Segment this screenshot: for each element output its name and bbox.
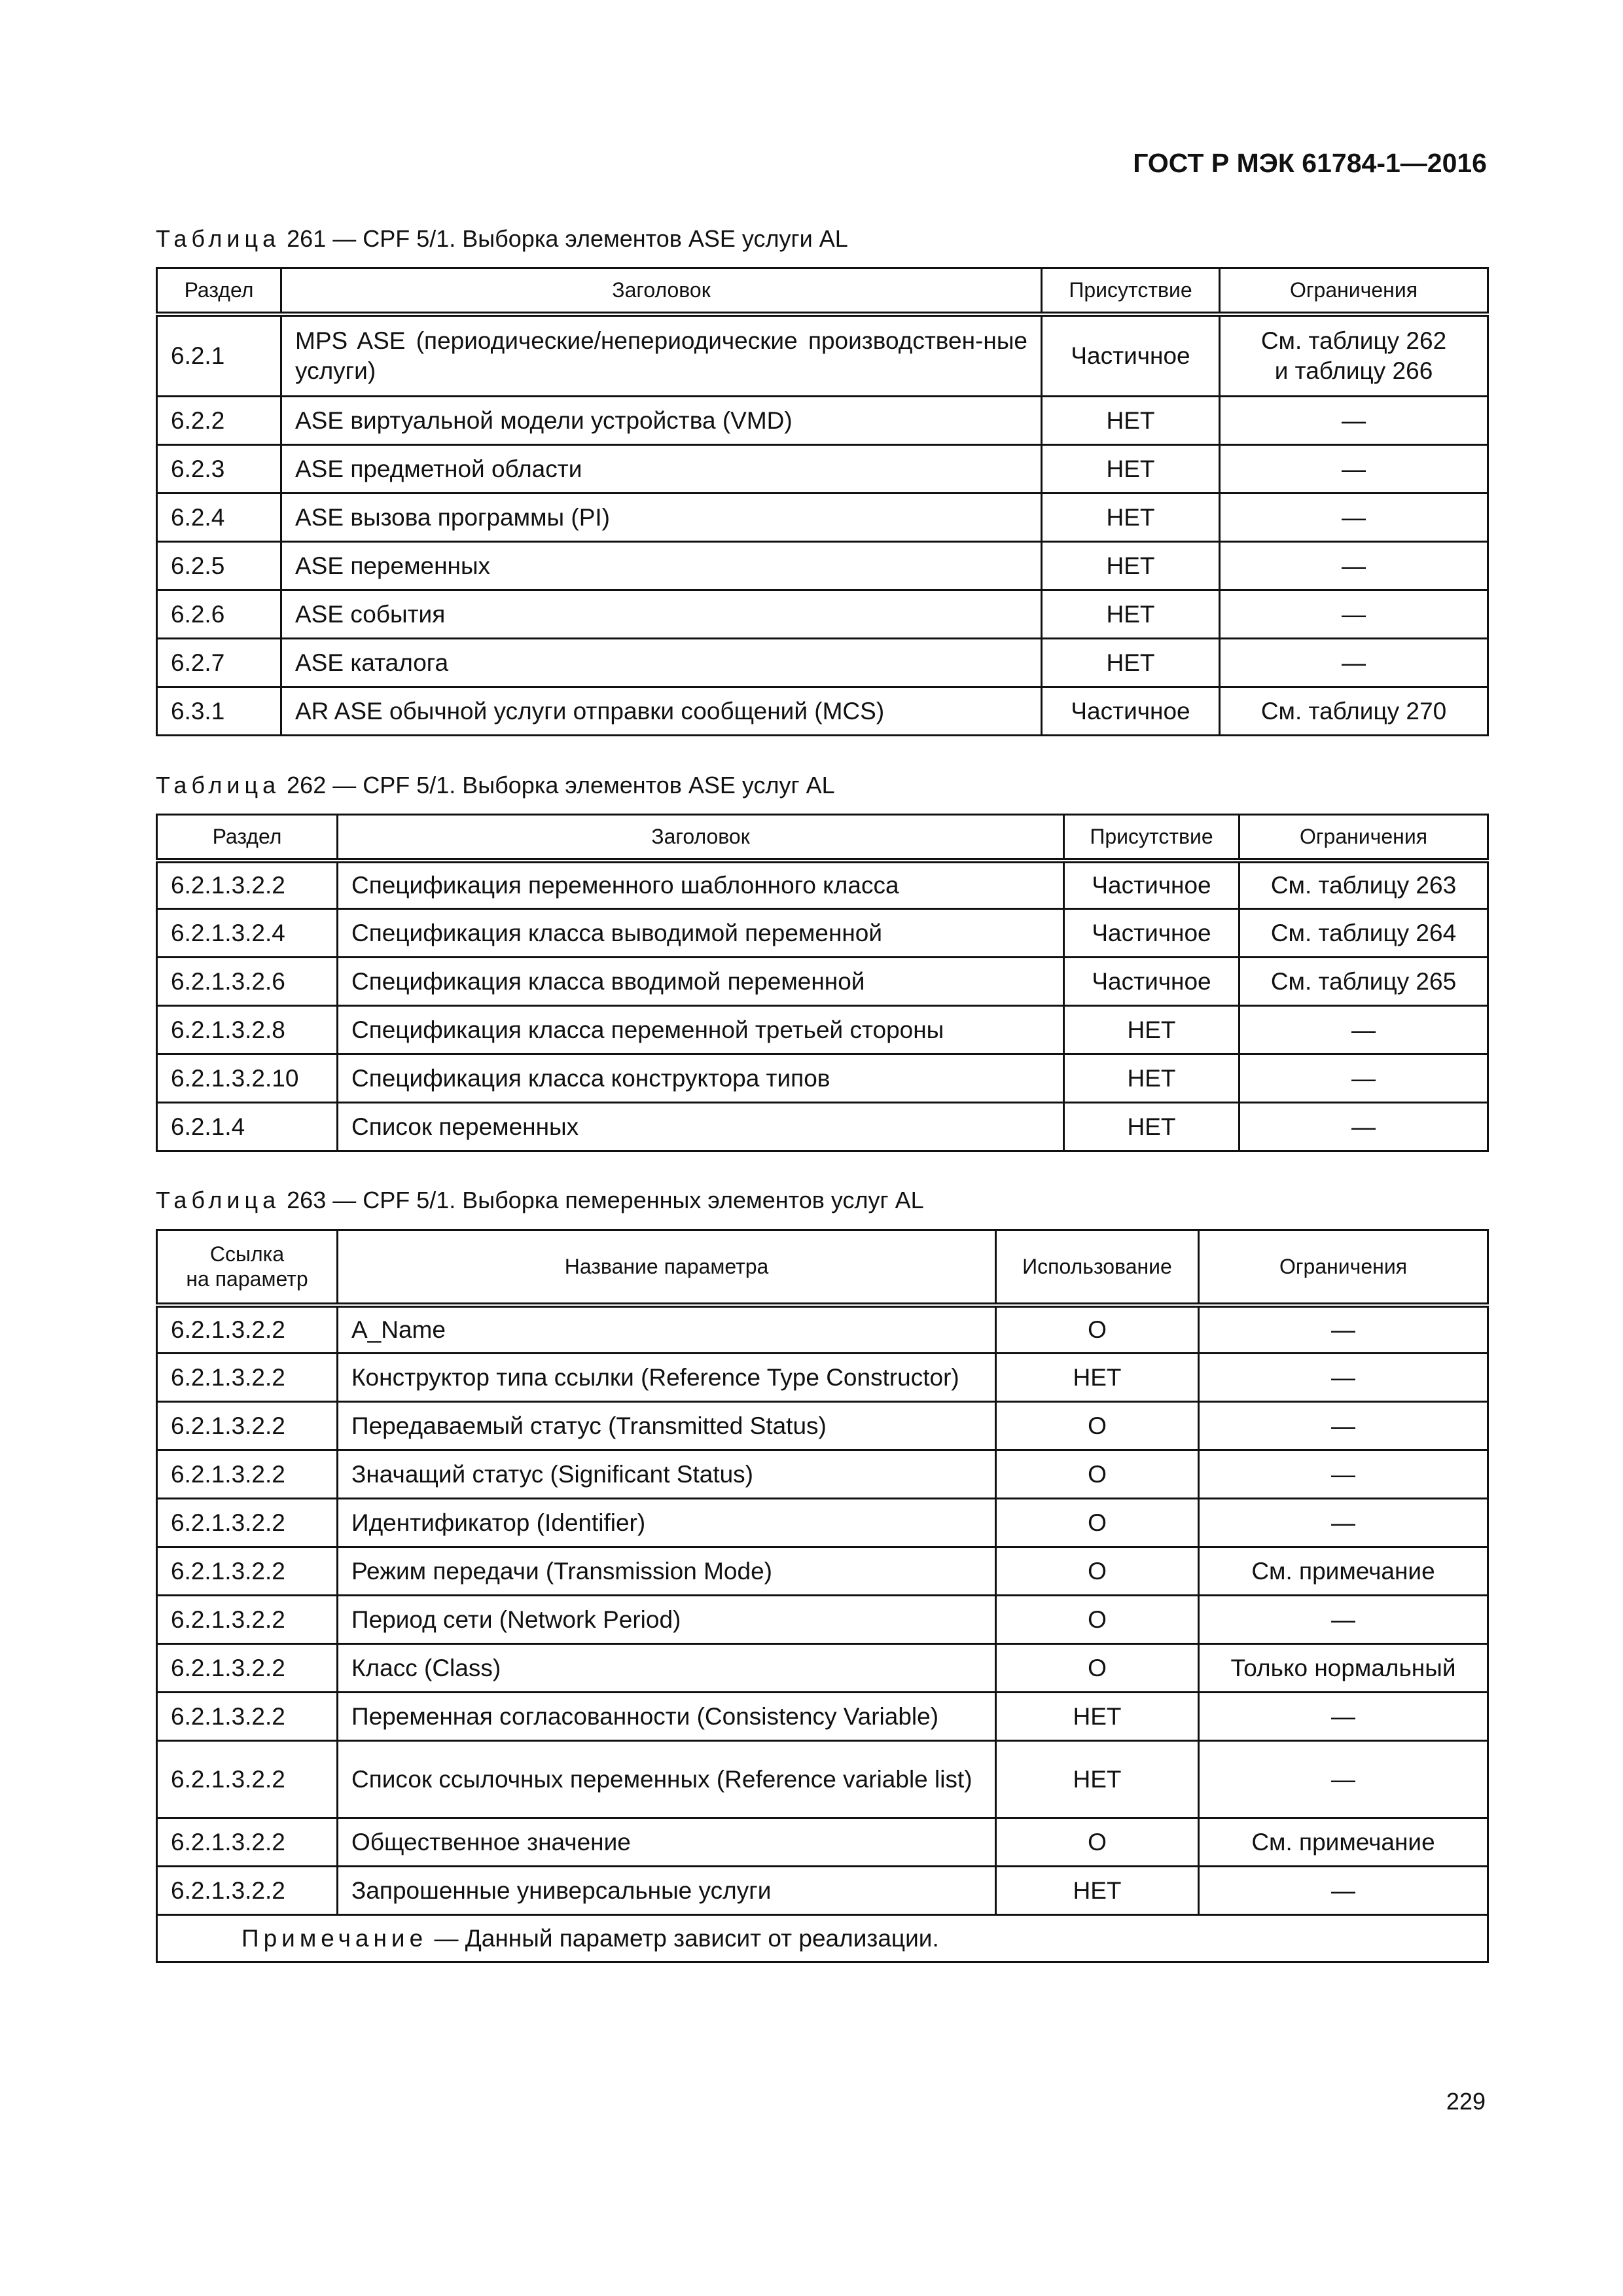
table-row: [157, 1305, 1488, 1354]
cell-usage: O: [996, 1499, 1199, 1547]
cell-title: Спецификация класса выводимой переменной: [338, 909, 1064, 958]
cell-usage: O: [996, 1818, 1199, 1867]
cell-name: Класс (Class): [338, 1644, 996, 1693]
cell-limits: —: [1199, 1596, 1488, 1644]
cell-usage: O: [996, 1596, 1199, 1644]
cell-section: 6.2.1.3.2.8: [157, 1006, 338, 1054]
table-263: [156, 1229, 1489, 1963]
table-261: [156, 267, 1489, 736]
cell-limits: См. таблицу 263: [1240, 861, 1488, 909]
cell-presence: НЕТ: [1042, 445, 1220, 493]
note-label: Примечание: [241, 1924, 428, 1952]
cell-limits: —: [1199, 1741, 1488, 1818]
cell-limits: —: [1220, 542, 1488, 590]
caption-word: Таблица: [156, 772, 281, 798]
cell-title: ASE переменных: [281, 542, 1042, 590]
cell-presence: НЕТ: [1042, 542, 1220, 590]
cell-section: 6.2.1.3.2.10: [157, 1054, 338, 1103]
cell-limits: —: [1240, 1103, 1488, 1151]
cell-ref: 6.2.1.3.2.2: [157, 1499, 338, 1547]
column-header: Ссылка на параметр: [157, 1230, 338, 1305]
cell-ref: 6.2.1.3.2.2: [157, 1741, 338, 1818]
cell-limits: Только нормальный: [1199, 1644, 1488, 1693]
cell-limits: См. таблицу 270: [1220, 687, 1488, 736]
table-row: [157, 493, 1488, 542]
cell-presence: Частичное: [1064, 909, 1240, 958]
table-row: [157, 542, 1488, 590]
cell-usage: НЕТ: [996, 1354, 1199, 1402]
column-header: Заголовок: [338, 815, 1064, 861]
cell-ref: 6.2.1.3.2.2: [157, 1693, 338, 1741]
cell-ref: 6.2.1.3.2.2: [157, 1305, 338, 1354]
table-row: [157, 1354, 1488, 1402]
table-row: [157, 909, 1488, 958]
cell-limits: —: [1199, 1693, 1488, 1741]
cell-title: MPS ASE (периодические/непериодические производствен-ные услуги): [281, 314, 1042, 397]
cell-section: 6.2.7: [157, 639, 281, 687]
cell-presence: НЕТ: [1064, 1054, 1240, 1103]
cell-usage: O: [996, 1547, 1199, 1596]
cell-limits: —: [1220, 397, 1488, 445]
cell-presence: Частичное: [1042, 687, 1220, 736]
cell-title: Список переменных: [338, 1103, 1064, 1151]
column-header: Заголовок: [281, 268, 1042, 314]
cell-ref: 6.2.1.3.2.2: [157, 1450, 338, 1499]
cell-section: 6.2.1.3.2.2: [157, 861, 338, 909]
cell-title: Спецификация класса вводимой переменной: [338, 958, 1064, 1006]
cell-section: 6.2.1.4: [157, 1103, 338, 1151]
cell-usage: НЕТ: [996, 1867, 1199, 1915]
note-text: — Данный параметр зависит от реализации.: [427, 1924, 939, 1952]
cell-usage: НЕТ: [996, 1693, 1199, 1741]
cell-name: Конструктор типа ссылки (Reference Type Constructor): [338, 1354, 996, 1402]
column-header: Ограничения: [1240, 815, 1488, 861]
table-row: [157, 445, 1488, 493]
cell-limits: См. таблицу 265: [1240, 958, 1488, 1006]
cell-presence: Частичное: [1042, 314, 1220, 397]
table-row: [157, 639, 1488, 687]
cell-limits: См. примечание: [1199, 1547, 1488, 1596]
cell-presence: НЕТ: [1064, 1006, 1240, 1054]
table-row: [157, 1818, 1488, 1867]
cell-section: 6.2.1.3.2.4: [157, 909, 338, 958]
table-row: [157, 1644, 1488, 1693]
cell-ref: 6.2.1.3.2.2: [157, 1547, 338, 1596]
cell-name: Режим передачи (Transmission Mode): [338, 1547, 996, 1596]
cell-name: Общественное значение: [338, 1818, 996, 1867]
table-row: [157, 1450, 1488, 1499]
caption-text: 262 — CPF 5/1. Выборка элементов ASE услуг AL: [280, 772, 835, 798]
cell-title: ASE предметной области: [281, 445, 1042, 493]
caption-word: Таблица: [156, 225, 281, 252]
cell-title: Спецификация класса переменной третьей стороны: [338, 1006, 1064, 1054]
cell-name: Передаваемый статус (Transmitted Status): [338, 1402, 996, 1450]
table-row: [157, 1402, 1488, 1450]
table-row: [157, 1054, 1488, 1103]
cell-presence: НЕТ: [1042, 590, 1220, 639]
cell-title: ASE виртуальной модели устройства (VMD): [281, 397, 1042, 445]
table-row: [157, 1693, 1488, 1741]
cell-limits: —: [1199, 1450, 1488, 1499]
cell-limits: —: [1240, 1006, 1488, 1054]
cell-presence: НЕТ: [1042, 639, 1220, 687]
cell-name: Период сети (Network Period): [338, 1596, 996, 1644]
column-header: Название параметра: [338, 1230, 996, 1305]
cell-presence: Частичное: [1064, 861, 1240, 909]
standard-code: ГОСТ Р МЭК 61784-1—2016: [1133, 148, 1487, 178]
cell-section: 6.2.2: [157, 397, 281, 445]
cell-usage: O: [996, 1402, 1199, 1450]
caption-text: 263 — CPF 5/1. Выборка пемеренных элементов услуг AL: [280, 1187, 924, 1213]
cell-section: 6.2.1.3.2.6: [157, 958, 338, 1006]
cell-presence: НЕТ: [1064, 1103, 1240, 1151]
cell-name: Переменная согласованности (Consistency Variable): [338, 1693, 996, 1741]
cell-usage: O: [996, 1450, 1199, 1499]
cell-limits: —: [1220, 639, 1488, 687]
cell-ref: 6.2.1.3.2.2: [157, 1818, 338, 1867]
cell-limits: —: [1240, 1054, 1488, 1103]
cell-title: ASE события: [281, 590, 1042, 639]
cell-title: ASE каталога: [281, 639, 1042, 687]
table-row: [157, 687, 1488, 736]
cell-title: AR ASE обычной услуги отправки сообщений (MCS): [281, 687, 1042, 736]
cell-name: Список ссылочных переменных (Reference variable list): [338, 1741, 996, 1818]
table-note: [157, 1915, 1488, 1962]
column-header: Присутствие: [1042, 268, 1220, 314]
table-row: [157, 1103, 1488, 1151]
cell-title: ASE вызова программы (PI): [281, 493, 1042, 542]
cell-presence: НЕТ: [1042, 493, 1220, 542]
cell-limits: См. таблицу 262 и таблицу 266: [1220, 314, 1488, 397]
cell-section: 6.2.6: [157, 590, 281, 639]
cell-limits: —: [1199, 1402, 1488, 1450]
cell-ref: 6.2.1.3.2.2: [157, 1596, 338, 1644]
table-row: [157, 958, 1488, 1006]
cell-limits: —: [1220, 590, 1488, 639]
table-262-caption: [156, 772, 835, 799]
cell-name: Идентификатор (Identifier): [338, 1499, 996, 1547]
caption-text: 261 — CPF 5/1. Выборка элементов ASE услуги AL: [280, 225, 848, 252]
cell-name: Запрошенные универсальные услуги: [338, 1867, 996, 1915]
column-header: Ограничения: [1199, 1230, 1488, 1305]
cell-limits: См. примечание: [1199, 1818, 1488, 1867]
cell-limits: —: [1199, 1499, 1488, 1547]
cell-title: Спецификация переменного шаблонного класса: [338, 861, 1064, 909]
cell-section: 6.2.4: [157, 493, 281, 542]
table-row: [157, 590, 1488, 639]
cell-usage: O: [996, 1644, 1199, 1693]
cell-ref: 6.2.1.3.2.2: [157, 1867, 338, 1915]
column-header: Использование: [996, 1230, 1199, 1305]
column-header: Ограничения: [1220, 268, 1488, 314]
cell-section: 6.2.3: [157, 445, 281, 493]
table-row: [157, 1006, 1488, 1054]
cell-limits: —: [1220, 445, 1488, 493]
table-row: [157, 314, 1488, 397]
cell-section: 6.2.5: [157, 542, 281, 590]
cell-ref: 6.2.1.3.2.2: [157, 1402, 338, 1450]
cell-ref: 6.2.1.3.2.2: [157, 1644, 338, 1693]
table-row: [157, 1741, 1488, 1818]
page-number: 229: [1446, 2088, 1486, 2115]
table-row: [157, 1867, 1488, 1915]
column-header: Раздел: [157, 268, 281, 314]
cell-usage: O: [996, 1305, 1199, 1354]
table-row: [157, 1547, 1488, 1596]
cell-limits: —: [1220, 493, 1488, 542]
table-262: [156, 814, 1489, 1152]
cell-title: Спецификация класса конструктора типов: [338, 1054, 1064, 1103]
cell-name: Значащий статус (Significant Status): [338, 1450, 996, 1499]
column-header: Присутствие: [1064, 815, 1240, 861]
cell-usage: НЕТ: [996, 1741, 1199, 1818]
caption-word: Таблица: [156, 1187, 281, 1213]
table-row: [157, 397, 1488, 445]
cell-ref: 6.2.1.3.2.2: [157, 1354, 338, 1402]
cell-presence: НЕТ: [1042, 397, 1220, 445]
column-header: Раздел: [157, 815, 338, 861]
cell-limits: —: [1199, 1305, 1488, 1354]
cell-name: A_Name: [338, 1305, 996, 1354]
table-261-caption: [156, 225, 848, 253]
table-263-caption: [156, 1187, 924, 1214]
cell-section: 6.2.1: [157, 314, 281, 397]
table-row: [157, 1596, 1488, 1644]
cell-limits: —: [1199, 1354, 1488, 1402]
table-row: [157, 1499, 1488, 1547]
cell-presence: Частичное: [1064, 958, 1240, 1006]
cell-section: 6.3.1: [157, 687, 281, 736]
cell-limits: —: [1199, 1867, 1488, 1915]
table-row: [157, 861, 1488, 909]
cell-limits: См. таблицу 264: [1240, 909, 1488, 958]
